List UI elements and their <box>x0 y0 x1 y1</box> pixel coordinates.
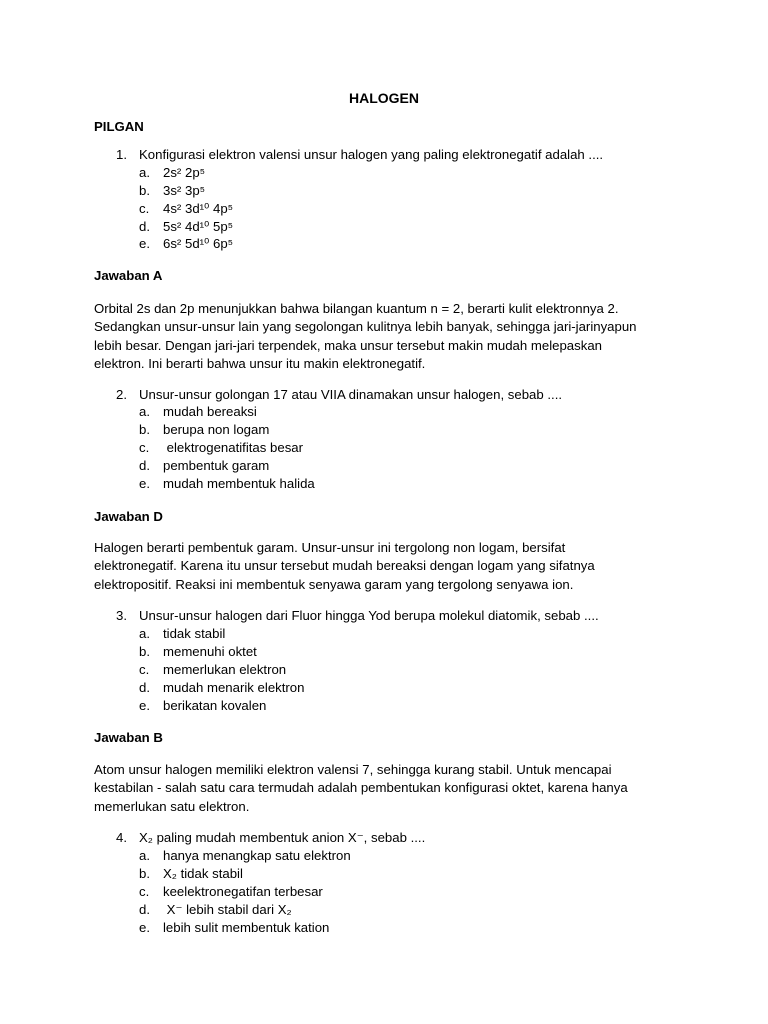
question-2-option-c <box>139 439 303 457</box>
option-letter: c. <box>139 201 150 216</box>
option-text: 5s² 4d¹⁰ 5p⁵ <box>163 219 234 234</box>
question-4-number: 4. <box>116 830 127 845</box>
answer-label-1: Jawaban A <box>94 268 163 283</box>
explanation-line: kestabilan - salah satu cara termudah adalah pembentukan konfigurasi oktet, karena hanya <box>94 780 628 796</box>
question-1-option-d <box>139 218 233 236</box>
option-letter: e. <box>139 236 150 251</box>
question-4-option-e <box>139 919 329 937</box>
question-1-number: 1. <box>116 147 127 162</box>
question-2-text: Unsur-unsur golongan 17 atau VIIA dinamakan unsur halogen, sebab .... <box>139 387 563 402</box>
option-letter: b. <box>139 183 150 198</box>
option-letter: d. <box>139 458 150 473</box>
option-letter: d. <box>139 902 150 917</box>
option-letter: b. <box>139 644 150 659</box>
explanation-line: elektropositif. Reaksi ini membentuk senyawa garam yang tergolong senyawa ion. <box>94 576 574 592</box>
option-letter: a. <box>139 165 150 180</box>
option-letter: d. <box>139 680 150 695</box>
option-letter: c. <box>139 884 150 899</box>
option-text: memenuhi oktet <box>163 644 257 659</box>
question-4-option-c <box>139 883 323 901</box>
option-letter: a. <box>139 404 150 419</box>
question-3-option-c <box>139 661 286 679</box>
option-text: X₂ tidak stabil <box>163 866 243 881</box>
option-text: elektrogenatifitas besar <box>163 440 304 455</box>
explanation-line: elektron. Ini berarti bahwa unsur itu makin elektronegatif. <box>94 355 426 371</box>
option-letter: d. <box>139 219 150 234</box>
question-1-option-b <box>139 182 205 200</box>
explanation-1 <box>94 300 694 373</box>
option-letter: b. <box>139 866 150 881</box>
question-1-option-e <box>139 235 233 253</box>
explanation-3 <box>94 761 694 816</box>
option-text: berupa non logam <box>163 422 270 437</box>
explanation-line: memerlukan satu elektron. <box>94 798 250 814</box>
option-text: 3s² 3p⁵ <box>163 183 206 198</box>
question-1-option-a <box>139 164 205 182</box>
question-4-option-b <box>139 865 243 883</box>
option-text: mudah menarik elektron <box>163 680 305 695</box>
option-text: tidak stabil <box>163 626 226 641</box>
option-text: 6s² 5d¹⁰ 6p⁵ <box>163 236 234 251</box>
option-text: keelektronegatifan terbesar <box>163 884 323 899</box>
option-text: lebih sulit membentuk kation <box>163 920 330 935</box>
question-1-text: Konfigurasi elektron valensi unsur halogen yang paling elektronegatif adalah .... <box>139 147 604 162</box>
option-letter: c. <box>139 440 150 455</box>
option-text: X⁻ lebih stabil dari X₂ <box>163 902 292 917</box>
option-letter: a. <box>139 626 150 641</box>
question-3-option-d <box>139 679 304 697</box>
section-label: PILGAN <box>94 119 144 134</box>
question-2-option-a <box>139 403 257 421</box>
question-4-option-d <box>139 901 292 919</box>
option-letter: e. <box>139 476 150 491</box>
question-3-option-e <box>139 697 266 715</box>
option-text: mudah bereaksi <box>163 404 257 419</box>
question-3-text: Unsur-unsur halogen dari Fluor hingga Yod berupa molekul diatomik, sebab .... <box>139 608 599 623</box>
option-text: memerlukan elektron <box>163 662 287 677</box>
explanation-line: Atom unsur halogen memiliki elektron valensi 7, sehingga kurang stabil. Untuk mencapai <box>94 762 612 777</box>
question-2-option-e <box>139 475 315 493</box>
question-2-number: 2. <box>116 387 127 402</box>
option-text: 4s² 3d¹⁰ 4p⁵ <box>163 201 234 216</box>
option-letter: e. <box>139 698 150 713</box>
option-text: hanya menangkap satu elektron <box>163 848 351 863</box>
option-letter: b. <box>139 422 150 437</box>
question-4-option-a <box>139 847 351 865</box>
option-letter: e. <box>139 920 150 935</box>
question-3-option-a <box>139 625 225 643</box>
option-text: berikatan kovalen <box>163 698 267 713</box>
question-3-option-b <box>139 643 257 661</box>
explanation-line: Sedangkan unsur-unsur lain yang segolongan kulitnya lebih banyak, sehingga jari-jarinyapun <box>94 319 637 335</box>
explanation-line: lebih besar. Dengan jari-jari terpendek, maka unsur tersebut makin mudah melepaskan <box>94 337 602 353</box>
question-1-option-c <box>139 200 233 218</box>
question-3-number: 3. <box>116 608 127 623</box>
explanation-2 <box>94 539 694 594</box>
option-letter: c. <box>139 662 150 677</box>
question-2-option-d <box>139 457 269 475</box>
explanation-line: Orbital 2s dan 2p menunjukkan bahwa bilangan kuantum n = 2, berarti kulit elektronnya 2. <box>94 301 619 316</box>
option-text: mudah membentuk halida <box>163 476 315 491</box>
answer-label-3: Jawaban B <box>94 730 163 745</box>
explanation-line: elektronegatif. Karena itu unsur tersebut mudah bereaksi dengan logam yang sifatnya <box>94 558 595 574</box>
answer-label-2: Jawaban D <box>94 509 163 524</box>
question-4-text: X₂ paling mudah membentuk anion X⁻, sebab .... <box>139 830 426 845</box>
document-title: HALOGEN <box>349 90 419 106</box>
option-letter: a. <box>139 848 150 863</box>
explanation-line: Halogen berarti pembentuk garam. Unsur-unsur ini tergolong non logam, bersifat <box>94 540 566 555</box>
option-text: 2s² 2p⁵ <box>163 165 206 180</box>
option-text: pembentuk garam <box>163 458 270 473</box>
question-2-option-b <box>139 421 269 439</box>
